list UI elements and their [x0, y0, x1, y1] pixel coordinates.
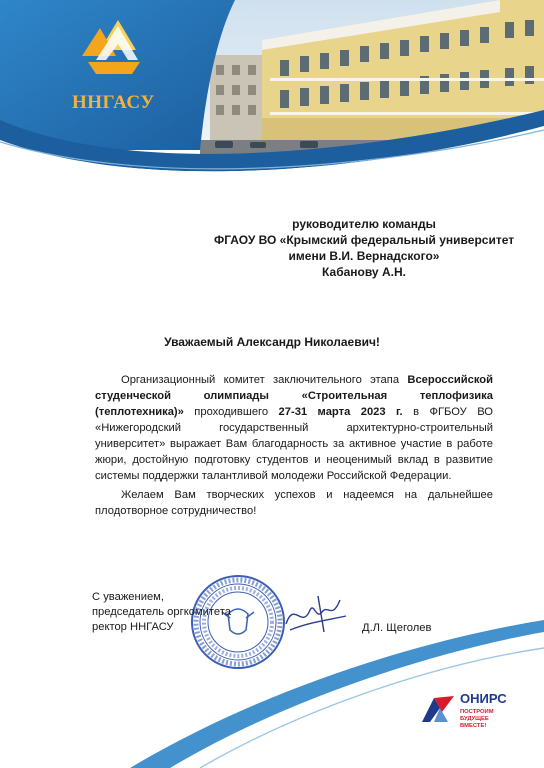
- addressee-line: имени В.И. Вернадского»: [288, 249, 440, 263]
- olympiad-name: Всероссийской студенческой олимпиады «Строительная теплофизика (теплотехника)»: [95, 374, 493, 418]
- slogan-line: ПОСТРОИМ: [460, 709, 494, 715]
- addressee-line: руководителю команды: [292, 217, 436, 231]
- body-paragraph: Желаем Вам творческих успехов и надеемся на дальнейшее плодотворное сотрудничество!: [95, 489, 493, 517]
- body-text: проходившего: [183, 406, 279, 418]
- body-text: Организационный комитет заключительного этапа: [121, 374, 408, 386]
- slogan-line: БУДУЩЕЕ: [460, 716, 489, 722]
- header-background: [0, 0, 544, 175]
- onirs-slogan: [460, 709, 530, 730]
- letter-body: [95, 372, 493, 519]
- greeting: Уважаемый Александр Николаевич!: [164, 335, 380, 349]
- onirs-name: ОНИРС: [460, 691, 507, 706]
- logo-text: ННГАСУ: [72, 92, 155, 113]
- body-text: в ФГБОУ ВО «Нижегородский государственный архитектурно-строительный университет» выражает Вам благодарность за активное участие в работе жюри, достойную подготовку студентов и неоценимый вклад в развитие системы поддержки талантливой молодежи Российской Федерации.: [95, 406, 494, 482]
- addressee-block: [214, 216, 514, 280]
- signatory-title: ректор ННГАСУ: [92, 621, 174, 633]
- addressee-line: ФГАОУ ВО «Крымский федеральный университет: [214, 233, 515, 247]
- onirs-logo: [420, 688, 530, 748]
- signatory-name: Д.Л. Щеголев: [362, 622, 432, 634]
- signatory-title: председатель оргкомитета: [92, 606, 231, 618]
- onirs-mark-icon: [420, 692, 456, 726]
- handwritten-signature-icon: [280, 590, 350, 638]
- event-dates: 27-31 марта 2023 г.: [278, 406, 403, 418]
- addressee-line: Кабанову А.Н.: [322, 265, 406, 279]
- slogan-line: ВМЕСТЕ!: [460, 723, 487, 729]
- header-banner: [0, 0, 544, 175]
- closing-line: С уважением,: [92, 591, 164, 603]
- body-paragraph: [95, 372, 493, 484]
- signatory-block: [92, 590, 231, 635]
